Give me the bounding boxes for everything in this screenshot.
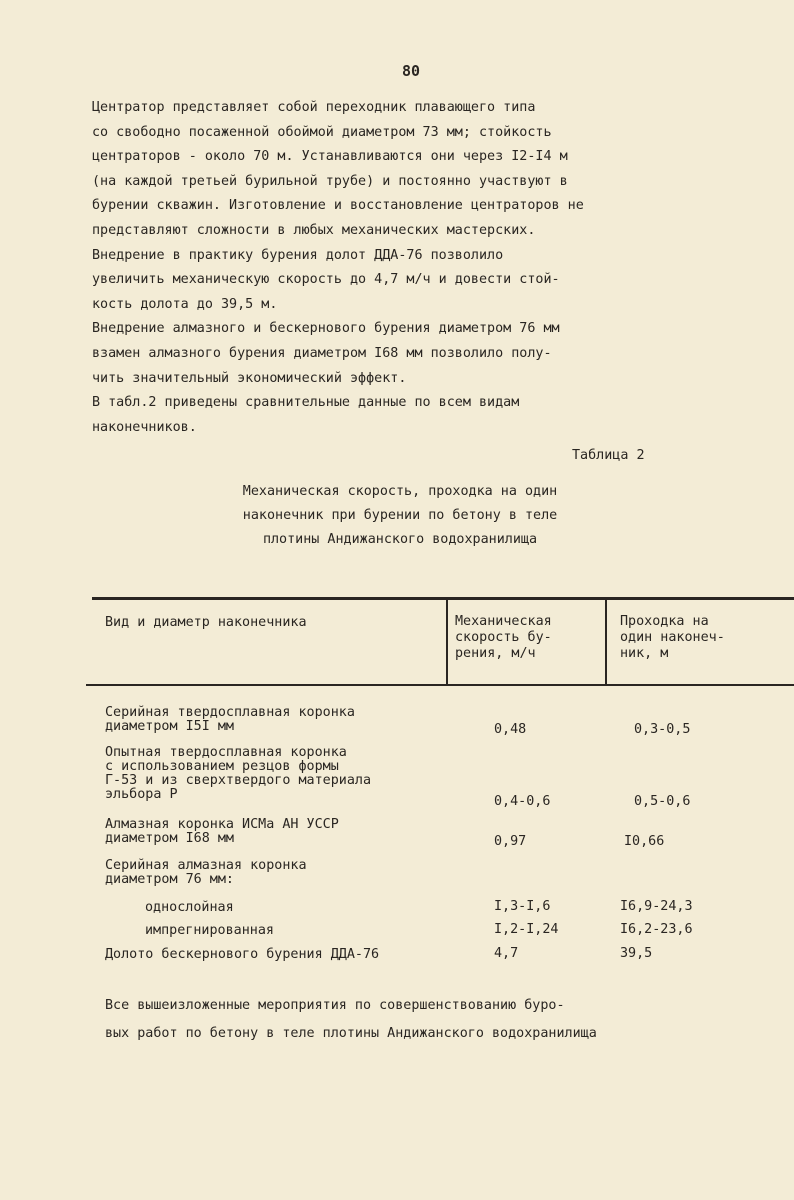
table-label: Таблица 2: [572, 448, 645, 463]
table-column-divider: [605, 597, 607, 686]
table-cell-name: Серийная алмазная коронка диаметром 76 мм:: [105, 858, 307, 887]
body-text: [92, 96, 712, 440]
table-cell-speed: I,2-I,24: [494, 922, 559, 937]
table-cell-depth: I6,2-23,6: [620, 922, 693, 937]
table-cell-depth: 0,5-0,6: [634, 794, 691, 809]
table-cell-name: Алмазная коронка ИСМа АН УССР диаметром I68 мм: [105, 817, 339, 846]
table-top-rule: [92, 597, 794, 600]
table-caption: Механическая скорость, проходка на один наконечник при бурении по бетону в теле плотины Андижанского водохранилища: [242, 484, 558, 547]
table-cell-name: импрегнированная: [145, 923, 274, 938]
table-header-depth: Проходка на один наконеч- ник, м: [620, 614, 725, 661]
footer-paragraph: Все вышеизложенные мероприятия по совершенствованию буро- вых работ по бетону в теле плотины Андижанского водохранилища: [105, 998, 597, 1041]
table-header-speed: Механическая скорость бу- рения, м/ч: [455, 614, 552, 661]
table-cell-depth: I0,66: [624, 834, 665, 849]
table-cell-speed: 0,97: [494, 834, 527, 849]
table-cell-speed: 0,4-0,6: [494, 794, 551, 809]
table-cell-depth: 39,5: [620, 946, 653, 961]
table-cell-depth: I6,9-24,3: [620, 899, 693, 914]
paragraph-dda76: Внедрение в практику бурения долот ДДА-76 позволило увеличить механическую скорость до 4,7 м/ч и довести стой- кость долота до 39,5 м.: [92, 247, 560, 312]
table-cell-speed: I,3-I,6: [494, 899, 551, 914]
page-number: 80: [402, 62, 421, 80]
table-header-type: Вид и диаметр наконечника: [105, 615, 307, 630]
table-column-divider: [446, 597, 448, 686]
table-cell-speed: 4,7: [494, 946, 519, 961]
paragraph-table-reference: В табл.2 приведены сравнительные данные по всем видам наконечников.: [92, 395, 520, 435]
table-cell-name: однослойная: [145, 900, 234, 915]
table-cell-name: Долото бескернового бурения ДДА-76: [105, 947, 380, 962]
table-cell-depth: 0,3-0,5: [634, 722, 691, 737]
table-cell-speed: 0,48: [494, 722, 527, 737]
paragraph-centrator: Центратор представляет собой переходник плавающего типа со свободно посаженной обоймой диаметром 73 мм; стойкость центраторов - около 70 м. Устанавливаются они через I2-I4 м (на каждой третьей бурильной трубе) и постоянно участвуют в бурении скважин. Изготовление и восстановление центраторов не представляют сложности в любых механических мастерских.: [92, 100, 584, 238]
paragraph-diamond-drilling: Внедрение алмазного и бескернового бурения диаметром 76 мм взамен алмазного бурения диаметром I68 мм позволило полу- чить значительный экономический эффект.: [92, 321, 560, 386]
table-header-rule: [86, 684, 794, 686]
table-cell-name: Серийная твердосплавная коронка диаметром I5I мм: [105, 705, 355, 734]
table-cell-name: Опытная твердосплавная коронка с использованием резцов формы Г-53 и из сверхтвердого материала эльбора Р: [105, 745, 372, 802]
